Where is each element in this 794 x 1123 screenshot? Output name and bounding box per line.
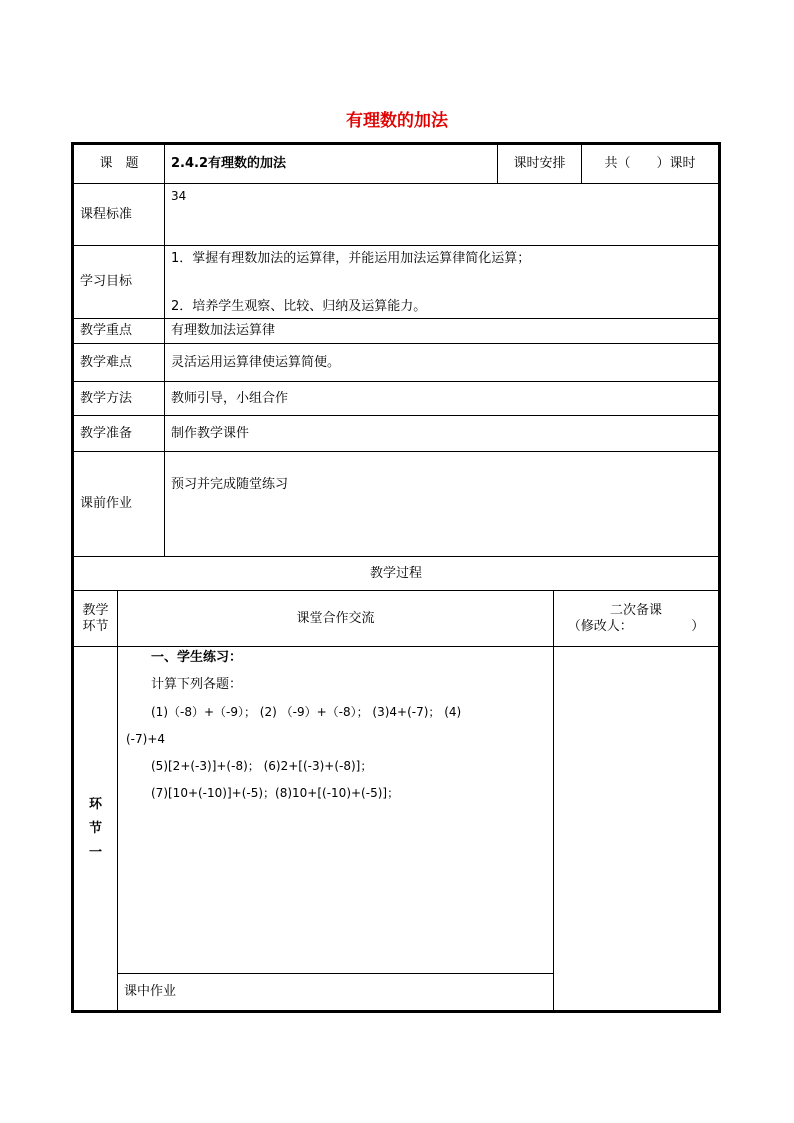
exercise-line-1: (1)（-8）+（-9）； (2) （-9）+（-8）； (3)4+(-7)； (4) <box>151 705 462 719</box>
goal-label: 学习目标 <box>80 274 133 289</box>
stage-header-line2: 环节 <box>82 618 109 634</box>
method-label: 教学方法 <box>80 390 133 406</box>
prep-value: 制作教学课件 <box>171 425 250 441</box>
difficulty-label-cell <box>73 343 165 382</box>
goal-label-cell <box>73 245 165 319</box>
activity-header: 课堂合作交流 <box>296 610 375 626</box>
standard-label-cell <box>73 183 165 246</box>
schedule-value: 共（ ）课时 <box>604 156 696 171</box>
prep-label: 教学准备 <box>80 425 133 441</box>
key-value: 有理数加法运算律 <box>171 323 276 338</box>
exercise-instruction: 计算下列各题： <box>151 677 243 692</box>
in-class-homework-cell <box>117 973 554 1011</box>
goal-item-2: 2．培养学生观察、比较、归纳及运算能力。 <box>171 299 427 314</box>
standard-value-cell <box>164 183 719 246</box>
homework-label: 课前作业 <box>80 496 133 511</box>
goal-item-1: 1．掌握有理数加法的运算律，并能运用加法运算律简化运算； <box>171 251 531 266</box>
difficulty-value: 灵活运用运算律使运算简便。 <box>171 354 341 370</box>
standard-value: 34 <box>171 189 187 203</box>
prep-label-cell <box>73 415 165 452</box>
goal-value-cell <box>164 245 719 319</box>
section-heading: 一、学生练习： <box>151 650 243 665</box>
in-class-homework: 课中作业 <box>124 984 177 999</box>
activity-header-cell <box>117 590 554 647</box>
stage-header-cell <box>73 590 118 647</box>
schedule-label: 课时安排 <box>513 156 566 171</box>
key-label: 教学重点 <box>80 323 133 338</box>
page-title: 有理数的加法 <box>346 111 448 131</box>
stage-header-line1: 教学 <box>82 602 109 618</box>
topic-label-cell <box>73 144 165 184</box>
revision-header-cell <box>553 590 719 647</box>
method-value: 教师引导，小组合作 <box>171 390 289 406</box>
topic-value-cell <box>164 144 498 184</box>
exercise-line-2: (5)[2+(-3)]+(-8)； (6)2+[(-3)+(-8)]； <box>151 759 373 773</box>
homework-label-cell <box>73 451 165 557</box>
schedule-value-cell <box>581 144 719 184</box>
exercise-line-3: (7)[10+(-10)]+(-5)；(8)10+[(-10)+(-5)]； <box>151 786 400 800</box>
key-label-cell <box>73 318 165 344</box>
revision-header-line2: （修改人： ） <box>567 618 705 634</box>
process-title: 教学过程 <box>369 565 422 581</box>
revision-header-line1: 二次备课 <box>609 602 662 618</box>
stage-one-char2: 节 <box>88 820 102 836</box>
lesson-plan-table <box>71 142 721 1013</box>
process-title-cell <box>73 556 719 591</box>
topic-label: 课 题 <box>99 156 139 171</box>
standard-label: 课程标准 <box>80 206 133 222</box>
method-label-cell <box>73 381 165 416</box>
difficulty-label: 教学难点 <box>80 354 133 370</box>
difficulty-value-cell <box>164 343 719 382</box>
topic-value: 2.4.2有理数的加法 <box>171 156 287 171</box>
stage-one-cell <box>73 646 118 1011</box>
method-value-cell <box>164 381 719 416</box>
exercise-cell <box>117 646 554 974</box>
exercise-line-1b: (-7)+4 <box>126 732 166 746</box>
key-value-cell <box>164 318 719 344</box>
homework-value: 预习并完成随堂练习 <box>171 477 289 492</box>
homework-value-cell <box>164 451 719 557</box>
revision-body-cell <box>553 646 719 1011</box>
schedule-label-cell <box>497 144 582 184</box>
stage-one-char1: 环 <box>88 796 102 812</box>
prep-value-cell <box>164 415 719 452</box>
stage-one-char3: 一 <box>88 844 102 860</box>
